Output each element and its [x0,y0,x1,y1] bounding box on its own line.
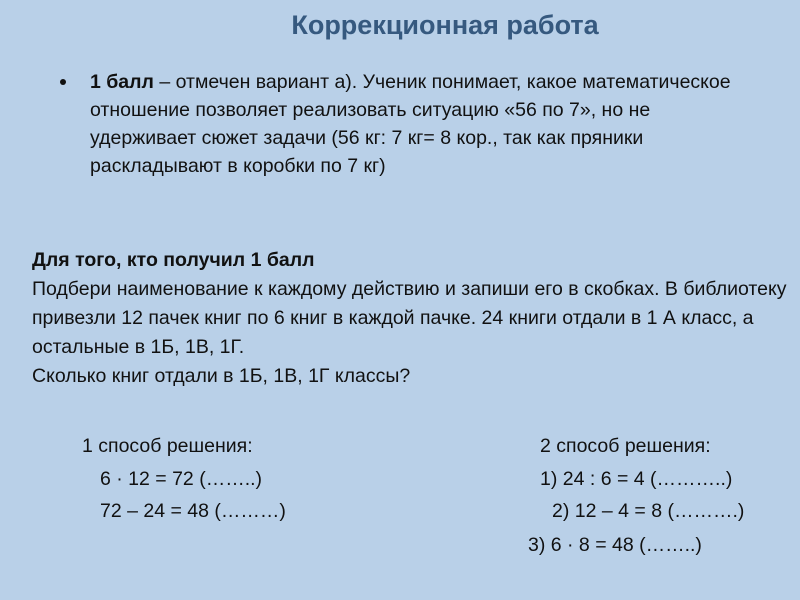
bullet-lead: 1 балл [90,71,154,93]
task-heading: Для того, кто получил 1 балл [32,249,315,271]
bullet-text [90,68,760,180]
method2-label: 2 способ решения: [540,435,711,457]
method1-step2: 72 – 24 = 48 (………) [100,500,286,522]
method1-label: 1 способ решения: [82,435,253,457]
method2-step3: 3) 6 · 8 = 48 (……..) [528,534,702,556]
method2-step2: 2) 12 – 4 = 8 (……….) [552,500,745,522]
bullet-item [60,68,760,180]
method1-step1: 6 · 12 = 72 (……..) [100,468,263,490]
bullet-body: – отмечен вариант а). Ученик понимает, какое математическое отношение позволяет реализовать ситуацию «56 по 7», но не удерживает сюжет задачи (56 кг: 7 кг= 8 кор., так как пряники раскладывают в коробки по 7 кг) [90,71,731,177]
slide-title: Коррекционная работа [291,10,599,40]
task-text: Подбери наименование к каждому действию и запиши его в скобках. В библиотеку привезли 12 пачек книг по 6 книг в каждой пачке. 24 книги отдали в 1 А класс, а остальные в 1Б, 1В, 1Г. [32,278,787,358]
bullet-dot-icon [60,79,66,85]
task-block [32,246,792,391]
task-question: Сколько книг отдали в 1Б, 1В, 1Г классы? [32,365,411,387]
method2-step1: 1) 24 : 6 = 4 (………..) [540,468,733,490]
